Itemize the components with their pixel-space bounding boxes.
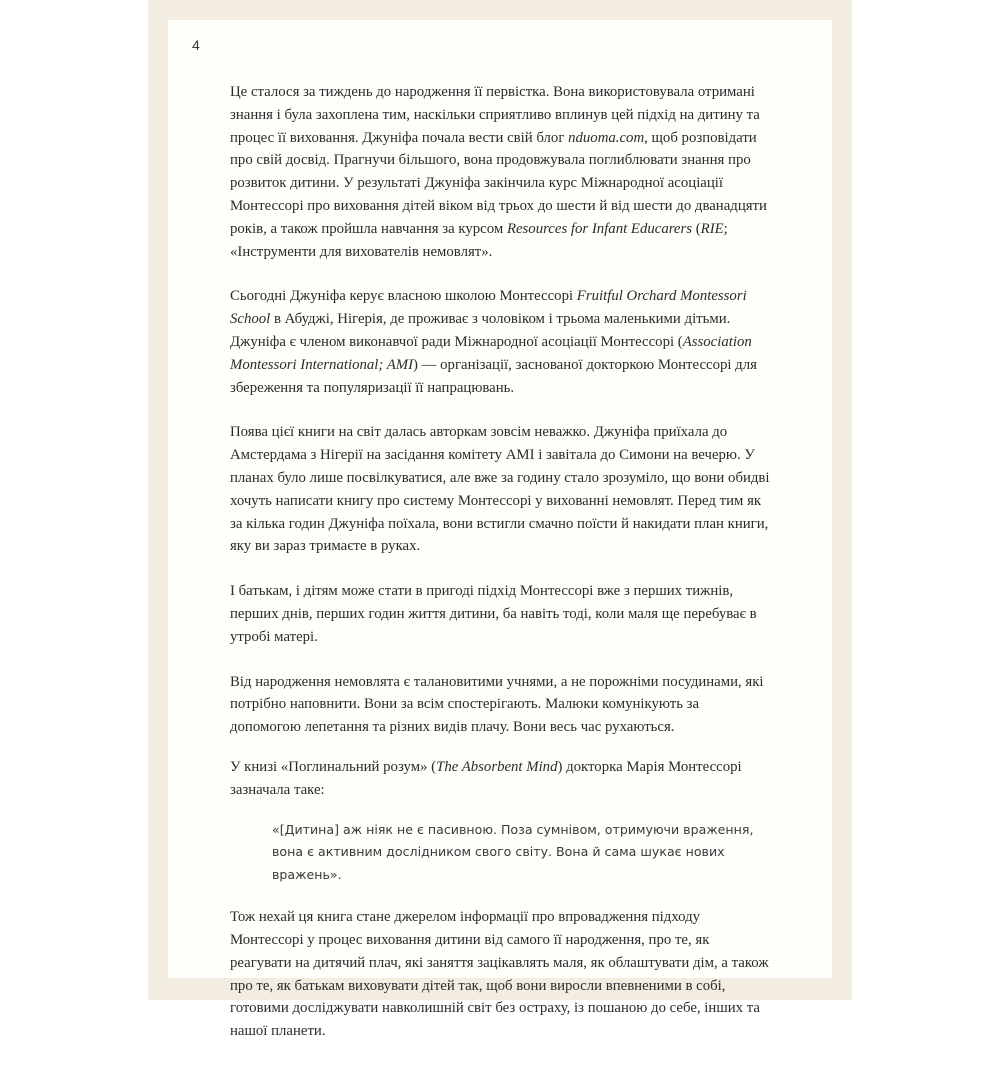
paragraph-4: І батькам, і дітям може стати в пригоді підхід Монтессорі вже з перших тижнів, перших днів, перших годин життя дитини, ба навіть тоді, коли маля ще перебуває в утробі матері. [230,583,757,645]
book-title: The Absorbent Mind [436,758,558,775]
paragraph-text: ) докторка Марія Монтессорі зазначала таке: [230,758,742,798]
school-name: Fruitful Orchard Montessori School [230,288,747,328]
paragraph-text: У книзі «Поглинальний розум» ( [230,758,437,775]
paragraph-2 [230,285,772,399]
course-name: Resources for Infant Educarers [506,220,693,237]
association-name: Association Montessori International; AMI [230,333,752,373]
paragraph-text: ( [692,220,701,237]
paragraph-7: Тож нехай ця книга стане джерелом інформації про впровадження підходу Монтессорі у процес виховання дитини від самого її народження, про те, як реагувати на дитячий плач, які заняття зацікавлять маля, як облаштувати дім, а також про те, як батькам виховувати дітей так, щоб вони виросли впевненими в собі, готовими досліджувати навколишній світ без остраху, із пошаною до себе, інших та нашої планети. [230,909,769,1040]
course-abbreviation: RIE [700,220,724,237]
paragraph-text: ; «Інструменти для вихователів немовлят». [230,220,728,260]
block-quote: «[Дитина] аж ніяк не є пасивною. Поза сумнівом, отримуючи враження, вона є активним дослідником свого світу. Вона й сама шукає нових вражень». [272,821,754,882]
paragraph-1 [230,81,772,263]
book-page [168,20,832,1040]
blog-name: nduoma.com [568,129,645,146]
paragraph-text: Сьогодні Джуніфа керує власною школою Монтессорі [230,288,577,305]
paragraph-text: , щоб розповідати про свій досвід. Прагнучи більшого, вона продовжувала поглиблювати знання про розвиток дитини. У результаті Джуніфа закінчила курс Міжнародної асоціації Монтессорі про виховання дітей віком від трьох до шести й від шести до дванадцяти років, а також пройшла навчання за курсом [230,129,767,237]
page-number: 4 [192,37,200,53]
paragraph-6 [230,756,772,802]
paragraph-text: Це сталося за тиждень до народження її первістка. Вона використовувала отримані знання і була захоплена тим, наскільки сприятливо вплинув цей підхід на дитину та процес її виховання. Джуніфа почала вести свій блог [230,84,760,146]
paragraph-text: в Абуджі, Нігерія, де проживає з чоловіком і трьома маленькими дітьми. Джуніфа є членом виконавчої ради Міжнародної асоціації Монтессорі ( [230,311,731,350]
paragraph-text: ) — організації, заснованої докторкою Монтессорі для збереження та популяризації її напрацювань. [230,356,757,396]
paragraph-5: Від народження немовлята є талановитими учнями, а не порожніми посудинами, які потрібно наповнити. Вони за всім спостерігають. Малюки комунікують за допомогою лепетання та різних видів плачу. Вони весь час рухаються. [230,673,764,736]
paragraph-3: Поява цієї книги на світ далась авторкам зовсім неважко. Джуніфа приїхала до Амстердама з Нігерії на засідання комітету AMI і завітала до Симони на вечерю. У планах було лише посвілкуватися, але вже за годину стало зрозуміло, що вони обидві хочуть написати книгу про систему Монтессорі у вихованні немовлят. Перед тим як за кілька годин Джуніфа поїхала, вони встигли смачно поїсти й накидати план книги, яку ви зараз тримаєте в руках. [230,424,770,555]
page-body [230,81,772,1065]
